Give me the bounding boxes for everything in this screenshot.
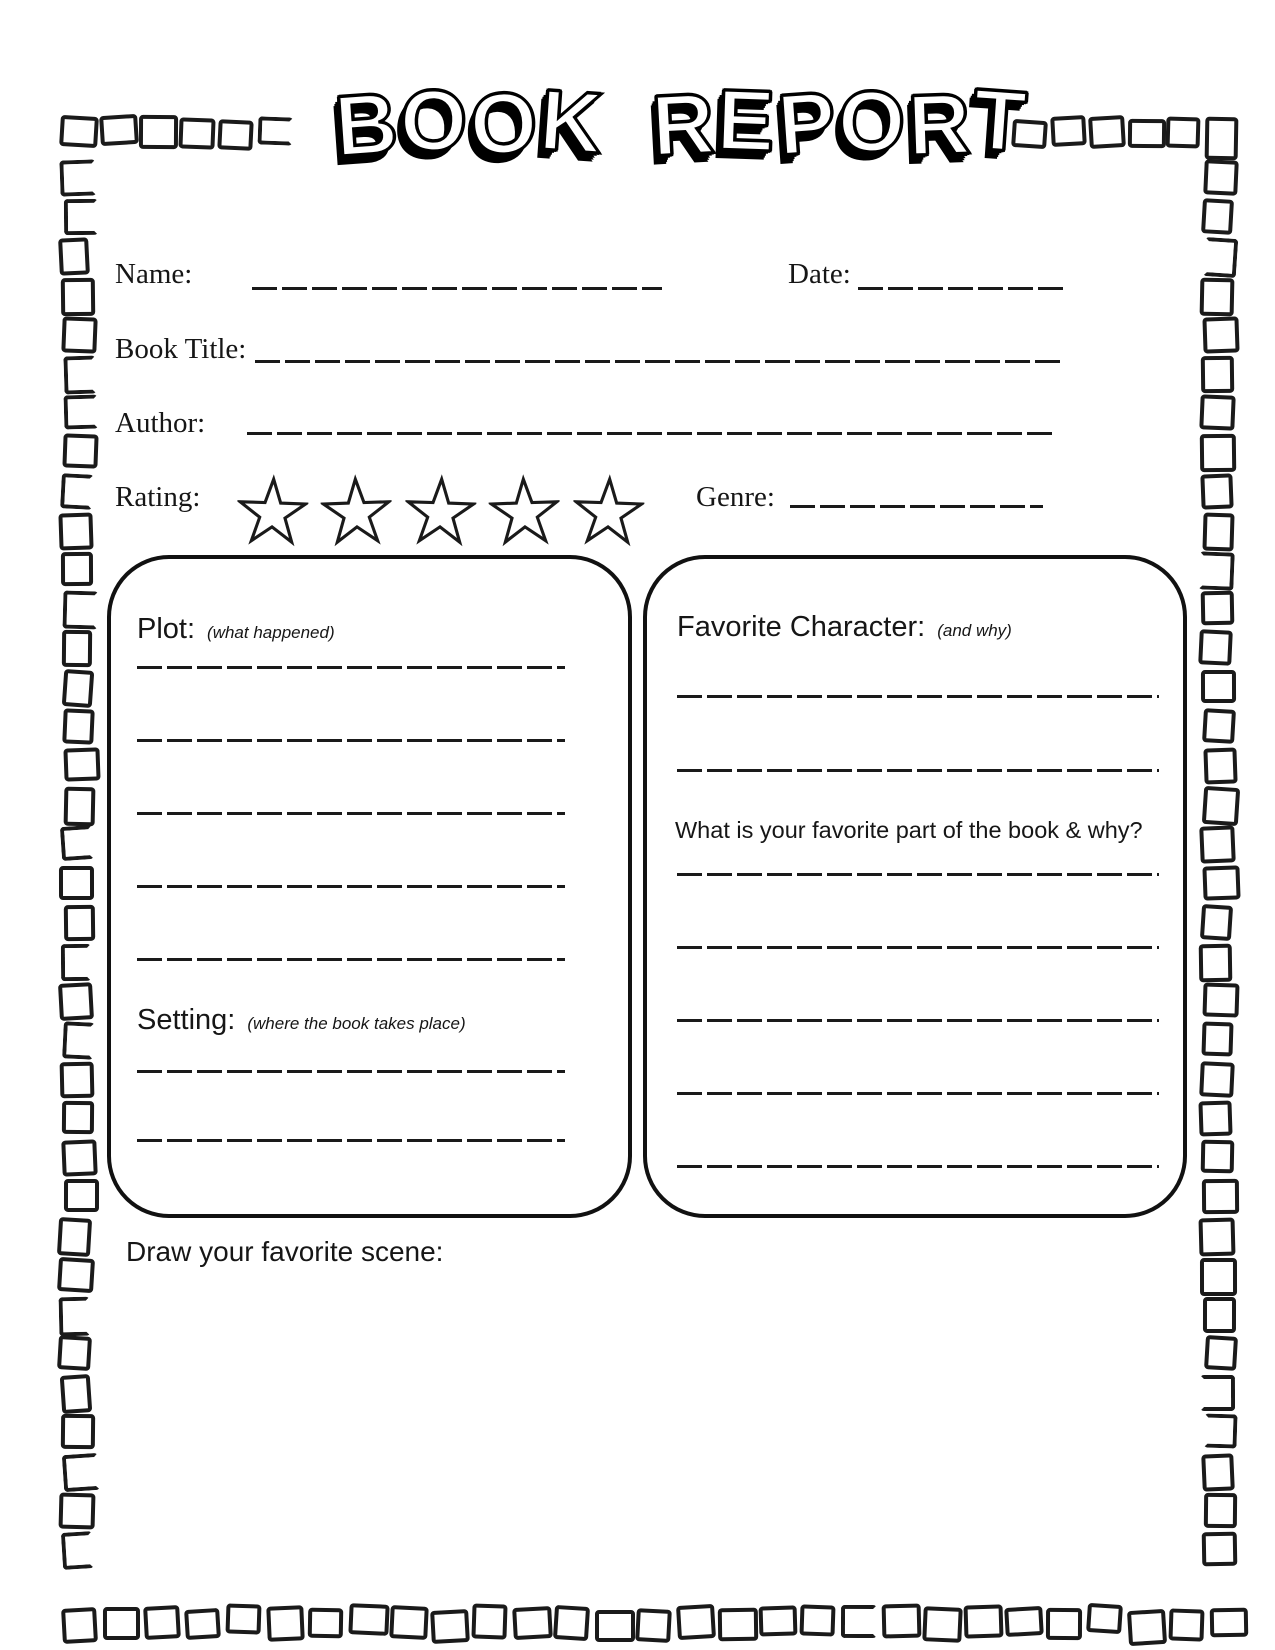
date-line (858, 287, 1063, 290)
border-square (1203, 1414, 1237, 1449)
title-letter: O (835, 72, 908, 172)
border-square (61, 277, 96, 316)
write-line (137, 958, 565, 961)
write-line (677, 695, 1159, 698)
favorite-character-label: Favorite Character: (677, 611, 926, 643)
setting-hint: (where the book takes place) (247, 1014, 466, 1033)
write-line (677, 1092, 1159, 1095)
border-square (1204, 747, 1238, 784)
title-letter: R (649, 75, 717, 175)
border-square (59, 512, 94, 550)
border-square (1202, 1022, 1234, 1057)
write-line (677, 873, 1159, 876)
border-square (60, 1061, 95, 1098)
border-square (226, 1604, 262, 1635)
border-square (595, 1610, 635, 1642)
border-square (1200, 904, 1233, 941)
border-square (61, 1139, 97, 1177)
border-square (1202, 708, 1236, 744)
genre-label: Genre: (696, 481, 775, 513)
border-square (63, 199, 97, 235)
border-square (57, 1217, 92, 1257)
border-square (1198, 630, 1233, 667)
border-square (1127, 1608, 1167, 1645)
title-word (331, 71, 606, 176)
border-square (1201, 1140, 1235, 1174)
name-line (252, 287, 662, 290)
write-line (677, 1019, 1159, 1022)
border-square (1200, 473, 1233, 509)
border-square (1203, 316, 1240, 353)
border-square (63, 1022, 95, 1060)
border-square (1201, 670, 1236, 704)
border-square (799, 1604, 835, 1636)
favorite-character-write-lines (677, 695, 1159, 772)
border-square (308, 1607, 343, 1637)
title-letter: O (468, 74, 539, 174)
border-square (63, 395, 98, 430)
border-square (1210, 1607, 1249, 1637)
border-square (57, 1335, 92, 1371)
border-square (1199, 1100, 1233, 1136)
border-square (59, 1374, 92, 1414)
border-square (1198, 551, 1234, 591)
border-square (1086, 1603, 1123, 1635)
border-square (1166, 117, 1201, 149)
border-square (58, 238, 90, 277)
write-line (677, 769, 1159, 772)
write-line (137, 739, 565, 742)
title-letter: T (969, 71, 1029, 171)
plot-setting-box (107, 555, 632, 1218)
border-square (1202, 1532, 1237, 1566)
border-square (64, 1179, 99, 1212)
border-square (1204, 1335, 1238, 1371)
border-square (1200, 434, 1237, 472)
write-line (137, 885, 565, 888)
border-square (759, 1606, 798, 1637)
title-letter: P (774, 74, 839, 174)
favorite-character-hint: (and why) (937, 621, 1012, 640)
plot-write-lines (137, 666, 565, 961)
border-square (1200, 1375, 1235, 1411)
border-square (1204, 1493, 1238, 1528)
border-square (676, 1604, 716, 1640)
border-square (59, 1296, 91, 1335)
border-square (139, 115, 178, 149)
border-square (1199, 1218, 1236, 1257)
border-square (266, 1605, 305, 1641)
border-square (1204, 159, 1240, 196)
border-square (61, 630, 92, 668)
border-square (103, 1607, 140, 1640)
rating-label: Rating: (115, 481, 201, 513)
border-square (430, 1609, 470, 1645)
write-line (137, 812, 565, 815)
book-title-label: Book Title: (115, 333, 247, 365)
star-icon (236, 473, 310, 553)
border-square (99, 114, 139, 146)
border-square (257, 117, 293, 146)
draw-scene-label: Draw your favorite scene: (126, 1236, 444, 1267)
border-square (62, 1452, 100, 1491)
border-square (718, 1608, 758, 1642)
favorite-character-box (643, 555, 1187, 1218)
rating-stars (237, 474, 644, 552)
star-icon (404, 473, 478, 553)
border-square (60, 159, 97, 196)
star-icon (488, 473, 562, 553)
write-line (137, 1070, 565, 1073)
border-square (58, 982, 94, 1021)
border-square (1201, 356, 1235, 394)
border-square (512, 1606, 553, 1640)
border-square (62, 434, 98, 469)
name-label: Name: (115, 258, 193, 290)
border-square (1199, 944, 1232, 982)
border-square (63, 708, 96, 744)
border-square (882, 1604, 922, 1639)
border-square (61, 1414, 96, 1449)
author-label: Author: (115, 407, 206, 439)
border-square (1004, 1606, 1043, 1637)
title-word (649, 71, 1029, 175)
title-letter: E (715, 72, 777, 170)
border-square (1199, 394, 1236, 431)
border-square (1050, 115, 1087, 147)
border-square (60, 825, 94, 861)
genre-line (790, 505, 1043, 508)
border-square (471, 1604, 507, 1640)
title-letter: B (331, 74, 401, 176)
border-square (1046, 1608, 1082, 1640)
border-square (553, 1605, 590, 1641)
setting-write-lines (137, 1070, 565, 1142)
border-square (1202, 983, 1239, 1018)
book-title-line (255, 360, 1063, 363)
border-square (1202, 1453, 1235, 1491)
date-label: Date: (788, 258, 851, 290)
title-letter: K (536, 71, 606, 173)
border-square (143, 1605, 181, 1640)
plot-hint: (what happened) (207, 623, 335, 642)
border-square (1203, 512, 1236, 551)
border-square (60, 473, 94, 510)
title-letter: O (397, 71, 470, 171)
border-square (62, 591, 98, 630)
border-square (59, 115, 99, 149)
border-square (63, 356, 96, 395)
border-square (64, 905, 96, 942)
border-square (1088, 115, 1126, 149)
title-letter: R (906, 75, 972, 175)
favorite-part-write-lines (677, 873, 1159, 1168)
write-line (137, 1139, 565, 1142)
border-square (61, 1531, 94, 1570)
border-square (922, 1606, 962, 1643)
border-square (62, 669, 95, 708)
border-square (1199, 1061, 1234, 1097)
setting-label: Setting: (137, 1004, 236, 1036)
border-square (1204, 117, 1238, 161)
border-square (1127, 118, 1166, 147)
border-square (62, 1101, 94, 1134)
border-square (1201, 198, 1234, 235)
border-square (59, 1492, 96, 1529)
border-square (964, 1604, 1003, 1638)
plot-label: Plot: (137, 613, 196, 645)
border-square (184, 1608, 220, 1640)
favorite-character-label-row (677, 611, 1012, 644)
border-square (61, 944, 92, 981)
border-square (59, 866, 94, 900)
border-square (217, 119, 253, 151)
border-square (61, 1607, 98, 1644)
write-line (677, 946, 1159, 949)
border-square (389, 1605, 429, 1639)
border-square (841, 1605, 877, 1638)
author-line (247, 432, 1057, 435)
border-square (61, 316, 97, 353)
star-icon (320, 473, 394, 553)
border-square (1203, 865, 1241, 900)
setting-label-row (137, 1004, 466, 1037)
border-square (635, 1608, 671, 1642)
border-square (63, 747, 100, 781)
border-square (57, 1257, 95, 1294)
border-square (178, 117, 215, 150)
border-square (1199, 826, 1236, 865)
border-square (1168, 1609, 1204, 1642)
border-square (1200, 1258, 1237, 1296)
write-line (677, 1165, 1159, 1168)
write-line (137, 666, 565, 669)
favorite-part-question: What is your favorite part of the book & why? (675, 817, 1143, 843)
star-icon (572, 473, 646, 553)
border-square (61, 552, 93, 586)
border-square (1201, 591, 1235, 626)
plot-label-row (137, 613, 335, 646)
border-square (1200, 277, 1235, 316)
border-square (348, 1603, 389, 1636)
border-square (1202, 1179, 1239, 1215)
border-square (1202, 786, 1240, 826)
border-square (1202, 237, 1237, 278)
border-square (63, 787, 95, 826)
border-square (1203, 1297, 1236, 1333)
page-title (331, 71, 1029, 176)
